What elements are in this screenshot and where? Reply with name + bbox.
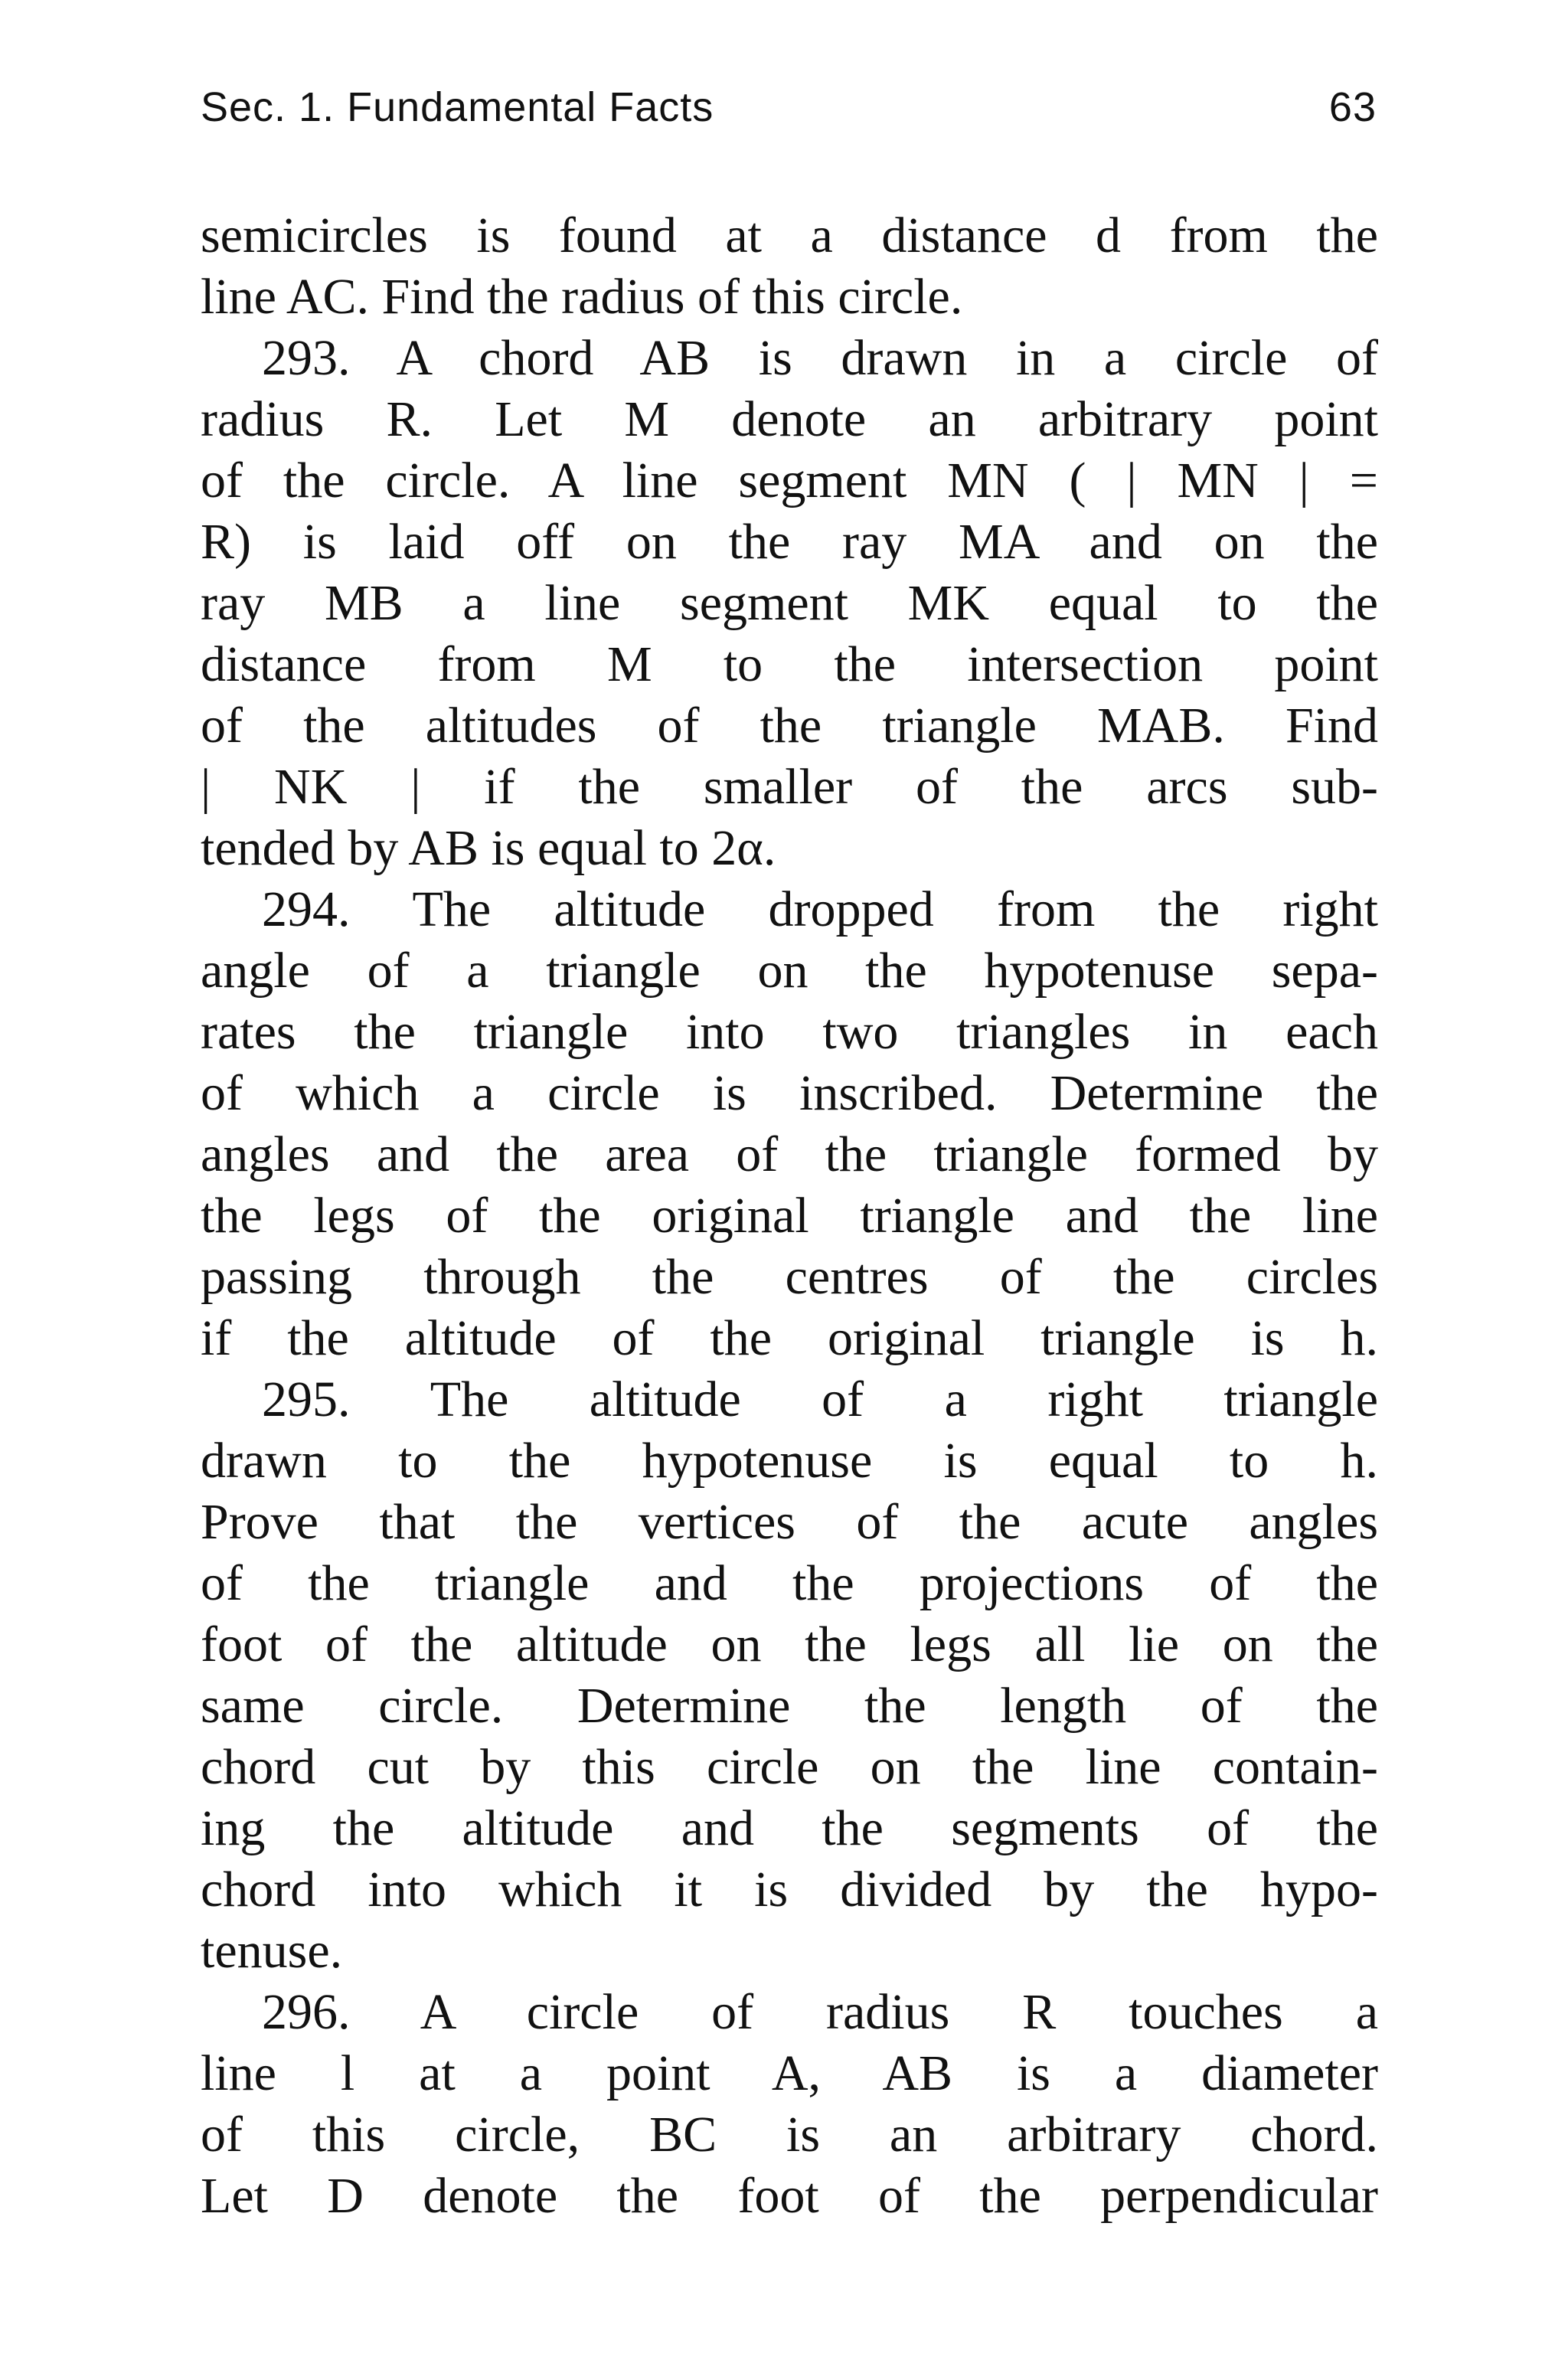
text-line: distance from M to the intersection point: [201, 636, 1378, 692]
text-line: Let D denote the foot of the perpendicular: [201, 2168, 1378, 2224]
text-line: angle of a triangle on the hypotenuse sepa-: [201, 943, 1378, 999]
problem-text: [201, 205, 1378, 2227]
text-line: foot of the altitude on the legs all lie on the: [201, 1617, 1378, 1672]
text-line: of the altitudes of the triangle MAB. Find: [201, 698, 1378, 754]
text-line: 294. The altitude dropped from the right: [262, 881, 1378, 937]
text-line: if the altitude of the original triangle is h.: [201, 1310, 1378, 1366]
text-line: R) is laid off on the ray MA and on the: [201, 514, 1378, 570]
text-line: angles and the area of the triangle formed by: [201, 1126, 1378, 1182]
text-line: the legs of the original triangle and the line: [201, 1188, 1378, 1244]
text-line: chord cut by this circle on the line contain-: [201, 1739, 1378, 1795]
text-line: Prove that the vertices of the acute angles: [201, 1494, 1378, 1550]
text-line: tenuse.: [201, 1923, 343, 1979]
text-line: chord into which it is divided by the hypo-: [201, 1862, 1378, 1917]
text-line: 295. The altitude of a right triangle: [262, 1371, 1378, 1427]
text-line: | NK | if the smaller of the arcs sub-: [201, 759, 1378, 815]
text-line: line l at a point A, AB is a diameter: [201, 2045, 1378, 2101]
section-title: Sec. 1. Fundamental Facts: [201, 84, 714, 130]
text-line: 296. A circle of radius R touches a: [262, 1984, 1378, 2040]
text-line: of the triangle and the projections of the: [201, 1555, 1378, 1611]
text-line: same circle. Determine the length of the: [201, 1678, 1378, 1734]
text-line: 293. A chord AB is drawn in a circle of: [262, 330, 1378, 386]
text-line: passing through the centres of the circles: [201, 1249, 1378, 1305]
text-line: tended by AB is equal to 2α.: [201, 820, 776, 876]
running-header: [201, 77, 1377, 138]
text-line: of the circle. A line segment MN ( | MN | =: [201, 453, 1378, 508]
text-line: of which a circle is inscribed. Determine the: [201, 1065, 1378, 1121]
text-line: drawn to the hypotenuse is equal to h.: [201, 1433, 1378, 1489]
text-line: semicircles is found at a distance d from the: [201, 208, 1378, 263]
text-line: rates the triangle into two triangles in each: [201, 1004, 1378, 1060]
text-line: ing the altitude and the segments of the: [201, 1800, 1378, 1856]
text-line: of this circle, BC is an arbitrary chord.: [201, 2107, 1378, 2163]
text-line: line AC. Find the radius of this circle.: [201, 269, 963, 325]
text-line: radius R. Let M denote an arbitrary point: [201, 391, 1378, 447]
page-number: 63: [1328, 84, 1377, 130]
text-line: ray MB a line segment MK equal to the: [201, 575, 1378, 631]
